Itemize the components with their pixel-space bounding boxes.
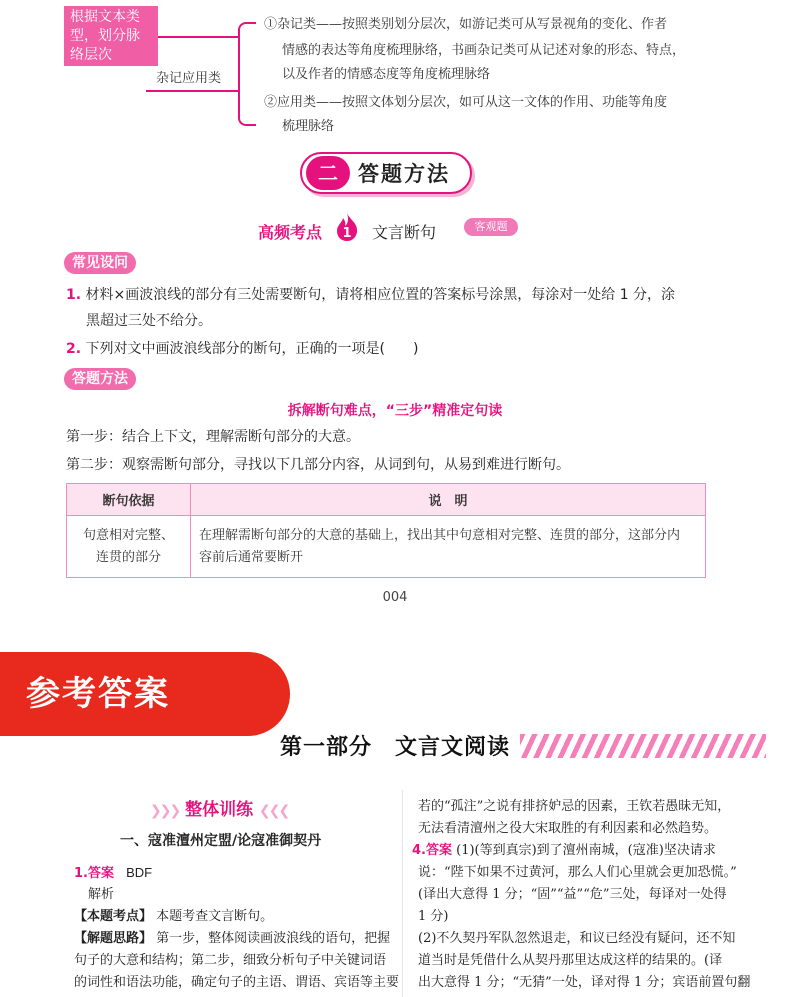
label-method: 答题方法 [64,368,136,390]
answer-4-line-2: 说：“陛下如果不过黄河，那么人们心里就会更加恐慌。” [418,865,737,880]
tree-item-1-line-2: 情感的表达等角度梳理脉络，书画杂记类可从记述对象的形态、特点， [282,43,686,58]
method-table [66,483,706,578]
answer-1-value: BDF [126,865,153,880]
analysis-label: 解析 [88,887,115,902]
answer-4-line-4: 1 分) [418,909,449,924]
kaodian-tag: 客观题 [464,218,518,236]
question-2 [66,336,418,362]
kaodian-value: 本题考查文言断句。 [156,909,274,924]
tree-bracket [238,22,256,126]
tree-branch-underline [146,90,238,92]
answer-4-text-1: (1)(等到真宗)到了澶州南城，(寇准)坚决请求 [456,843,716,858]
part-title: 第一部分 文言文阅读 [280,735,511,760]
table-header-basis: 断句依据 [67,484,191,516]
column-divider [402,790,403,997]
tree-item-1-line-1: ①杂记类——按照类别划分层次，如游记类可从写景视角的变化、作者 [264,17,668,32]
answer-4-line-7: 出大意得 1 分；“无猜”一处，译对得 1 分；宾语前置句翻 [418,975,751,990]
question-1-line-1 [66,282,675,308]
silu-line-1 [74,928,390,950]
answer-4-line-5: (2)不久契丹军队忽然退走，和议已经没有疑问，还不知 [418,931,736,946]
question-1-text: 材料×画波浪线的部分有三处需要断句，请将相应位置的答案标号涂黑，每涂对一处给 1 分，涂 [85,287,676,303]
silu-key: 【解题思路】 [74,931,153,946]
silu-text-1: 第一步，整体阅读画波浪线的语句，把握 [156,931,391,946]
answer-4-line-6: 道当时是凭借什么从契丹那里达成这样的结果的。(译 [418,953,723,968]
method-step-1: 第一步：结合上下文，理解需断句部分的大意。 [66,429,360,445]
article-subtitle: 一、寇准澶州定盟/论寇准御契丹 [120,833,322,849]
kaodian-index: 1 [342,226,352,241]
tree-item-1-line-3: 以及作者的情感态度等角度梳理脉络 [282,67,491,82]
zhengti-title [150,795,288,820]
right-top-line-1: 若的“孤注”之说有排挤妒忌的因素，王钦若愚昧无知， [418,799,731,814]
silu-line-3: 的词性和语法功能，确定句子的主语、谓语、宾语等主要 [74,975,400,990]
answer-1 [74,862,152,885]
label-changjian: 常见设问 [64,252,136,274]
table-cell-explain-line-1: 在理解需断句部分的大意的基础上，找出其中句意相对完整、连贯的部分，这部分内 [199,527,681,543]
table-cell-explain [191,516,706,578]
table-header-row [67,484,706,516]
answer-4-line-3: (译出大意得 1 分；“固”“益”“危”三处，每译对一处得 [418,887,727,902]
question-1-number: 1. [66,287,82,303]
table-row [67,516,706,578]
table-cell-basis-line-1: 句意相对完整、 [82,527,174,543]
answer-4-label: 4.答案 [412,843,452,858]
page-number: 004 [382,590,408,605]
answer-4-line-1 [412,840,716,862]
method-center-title: 拆解断句难点，“三步”精准定句读 [287,403,503,419]
table-cell-basis [67,516,191,578]
chevrons-left-icon: ❮❮❮ [259,803,289,819]
tree-item-2-line-2: 梳理脉络 [282,119,335,134]
kaodian-line [74,906,273,928]
kaodian-label: 高频考点 [258,223,323,242]
tree-item-2-line-1: ②应用类——按照文体划分层次，如可从这一文体的作用、功能等角度 [264,95,668,110]
tree-root-box: 根据文本类型，划分脉络层次 [64,6,158,66]
right-top-line-2: 无法看清澶州之役大宋取胜的有利因素和必然趋势。 [418,821,718,836]
kaodian-key: 【本题考点】 [74,909,153,924]
section-number: 二 [306,156,350,190]
question-1-line-2: 黑超过三处不给分。 [86,313,212,329]
decorative-stripes [520,734,766,758]
section-title: 答题方法 [358,162,450,186]
method-step-2: 第二步：观察需断句部分，寻找以下几部分内容，从词到句，从易到难进行断句。 [66,457,570,473]
question-2-number: 2. [66,341,82,357]
tree-branch-label: 杂记应用类 [156,71,222,86]
zhengti-text: 整体训练 [185,800,254,820]
question-2-text: 下列对文中画波浪线部分的断句，正确的一项是( ) [85,341,419,357]
silu-line-2: 句子的大意和结构；第二步，细致分析句子中关键词语 [74,953,387,968]
fire-icon [334,212,360,242]
table-cell-explain-line-2: 容前后通常要断开 [199,549,304,565]
table-cell-basis-line-2: 连贯的部分 [95,549,161,565]
chevrons-right-icon: ❯❯❯ [150,803,180,819]
kaodian-title: 文言断句 [372,223,437,242]
table-header-explain: 说 明 [191,484,706,516]
tree-connector [158,36,240,38]
answer-banner: 参考答案 [0,652,290,736]
answer-1-label: 1.答案 [74,866,114,881]
